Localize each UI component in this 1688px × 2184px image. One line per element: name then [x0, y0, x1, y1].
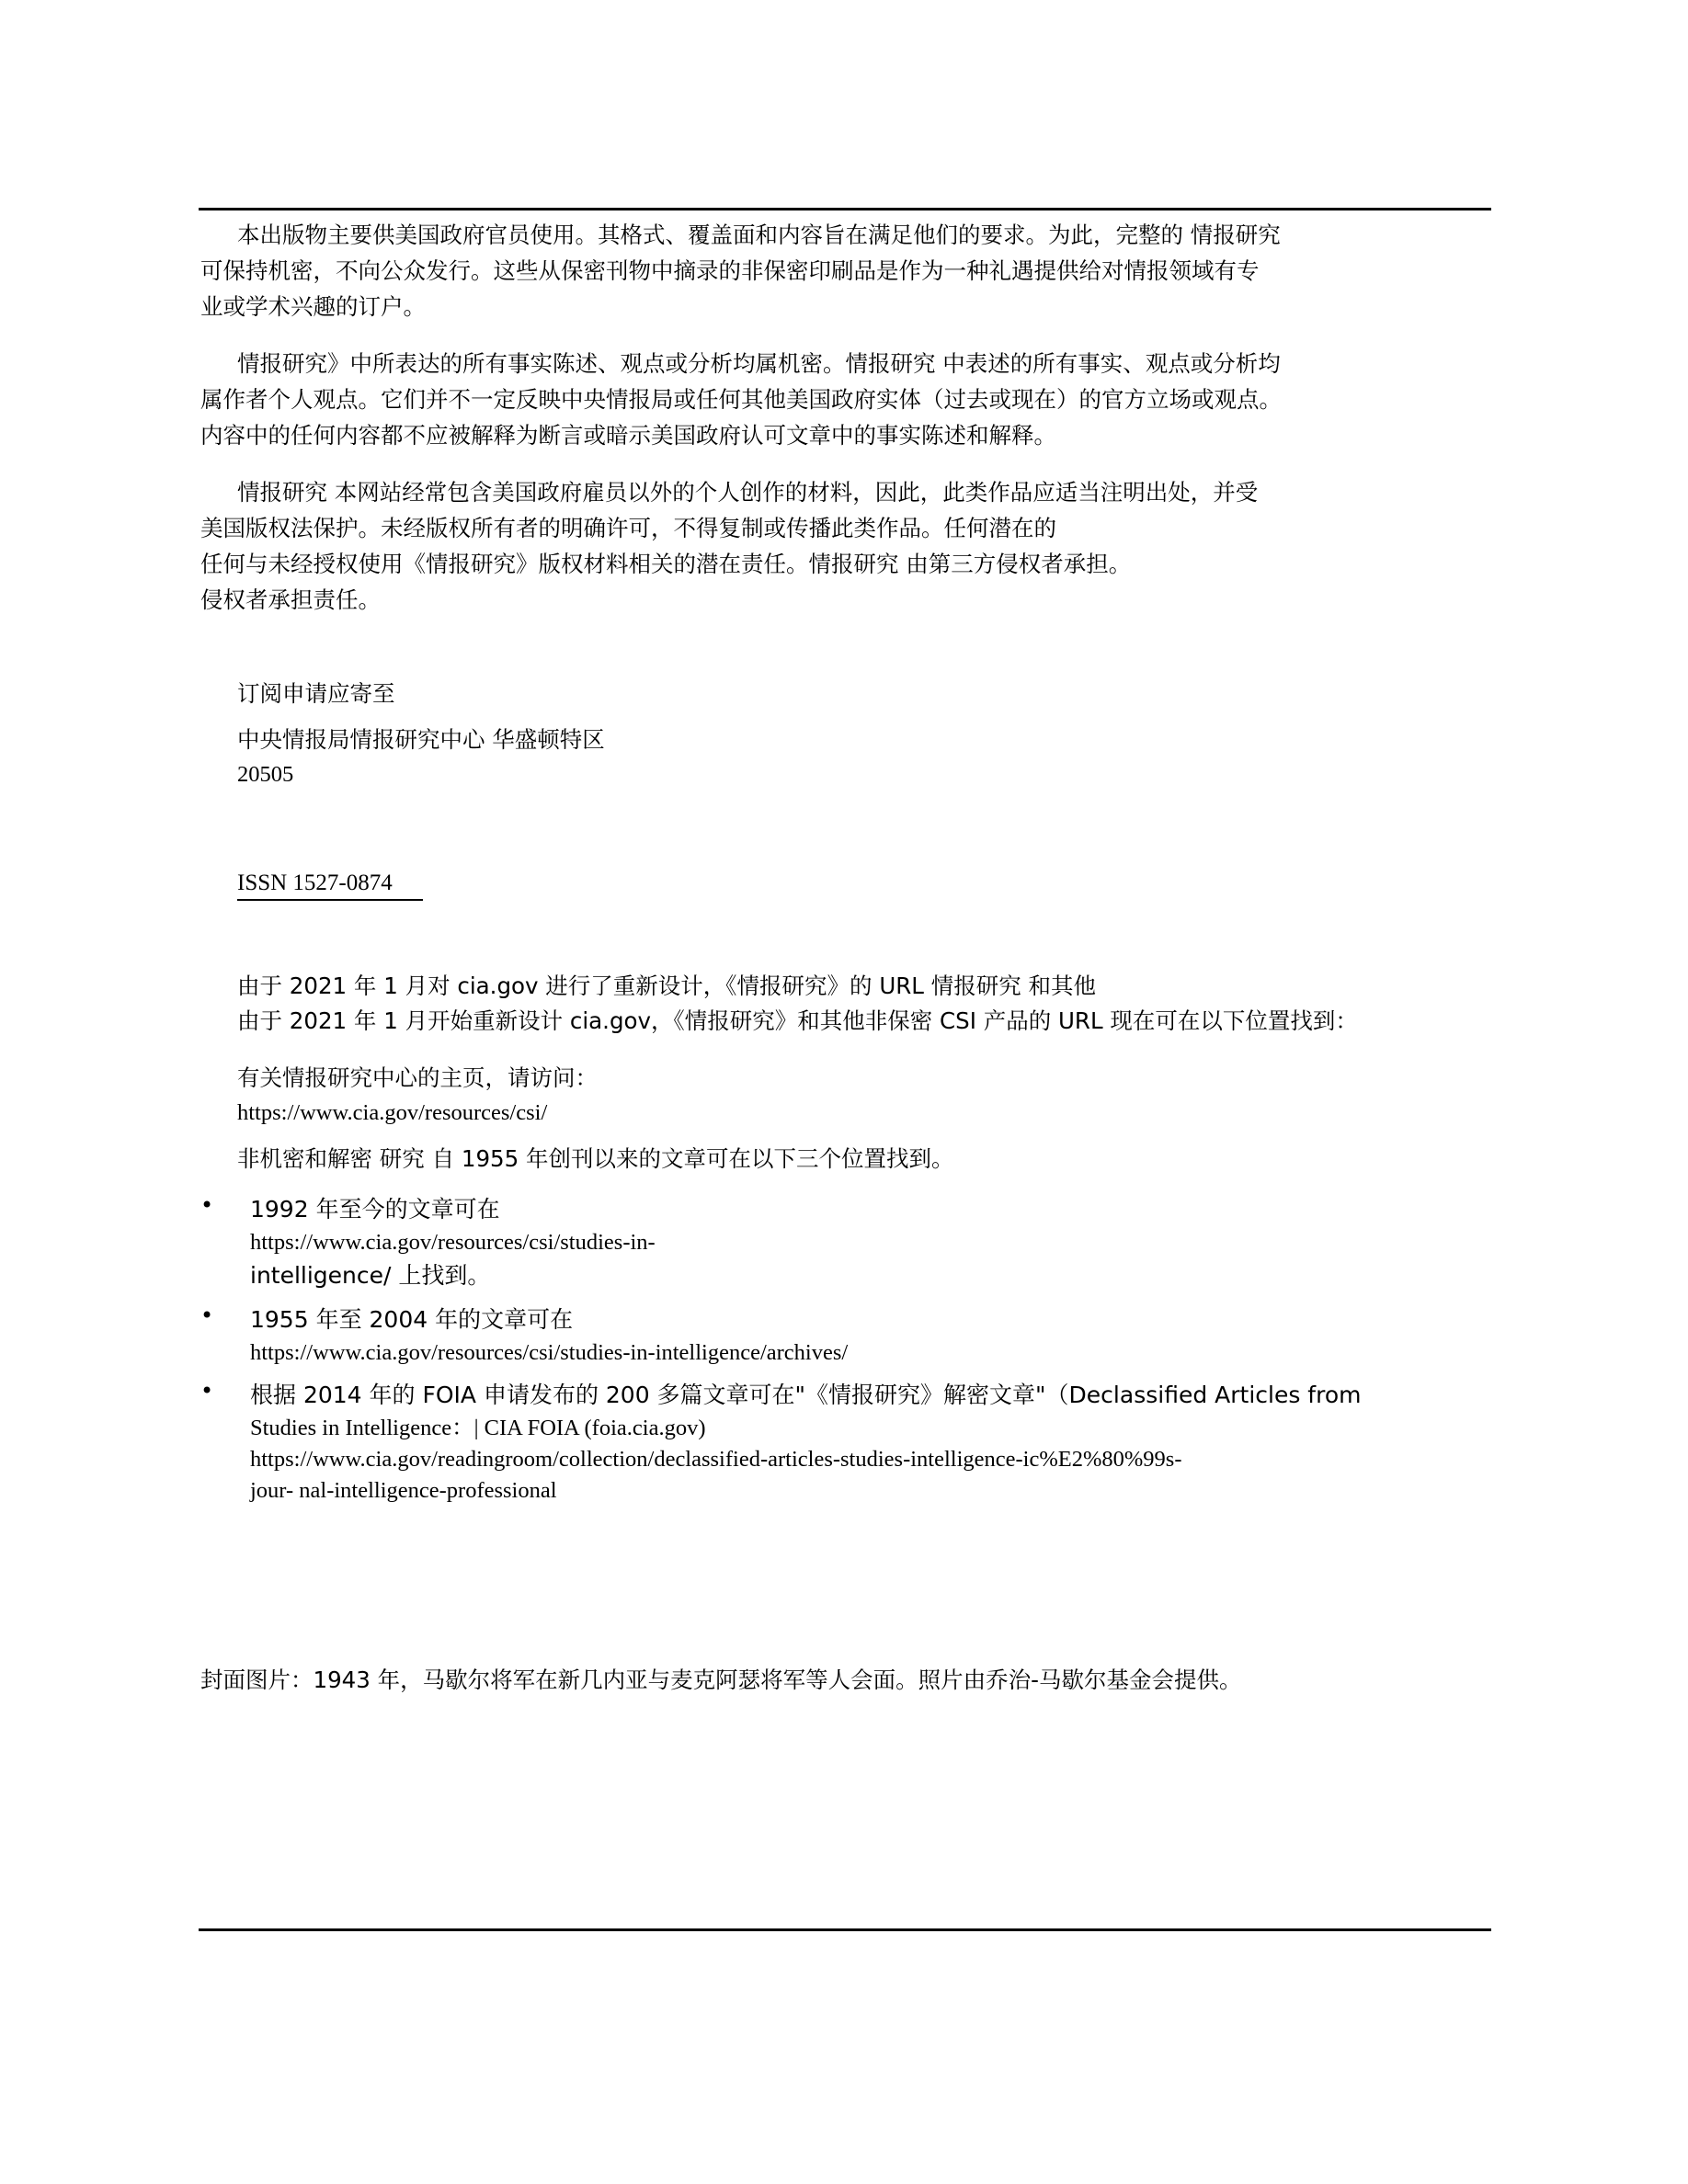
- text-line: 任何与未经授权使用《情报研究》版权材料相关的潜在责任。情报研究 由第三方侵权者承担。: [200, 551, 1132, 577]
- location-heading: 根据 2014 年的 FOIA 申请发布的 200 多篇文章可在"《情报研究》解密文章"（Declassified Articles from: [250, 1382, 1362, 1408]
- text-line: 非机密和解密 研究 自 1955 年创刊以来的文章可在以下三个位置找到。: [237, 1145, 954, 1172]
- location-url-link[interactable]: https://www.cia.gov/readingroom/collection/declassified-articles-studies-intelligence-ic%E2%80%99s-: [250, 1447, 1182, 1472]
- text-line: 情报研究》中所表达的所有事实陈述、观点或分析均属机密。情报研究 中表述的所有事实、观点或分析均: [237, 350, 1281, 377]
- bottom-rule: [199, 1928, 1491, 1931]
- location-url-link[interactable]: jour- nal-intelligence-professional: [250, 1478, 557, 1503]
- list-item: [199, 1378, 1504, 1507]
- location-url-link[interactable]: intelligence/ 上找到。: [250, 1262, 491, 1289]
- location-heading: 1955 年至 2004 年的文章可在: [250, 1306, 574, 1333]
- text-line: 情报研究 本网站经常包含美国政府雇员以外的个人创作的材料，因此，此类作品应适当注明出处，并受: [237, 479, 1259, 506]
- subscription-label: 订阅申请应寄至: [237, 680, 395, 707]
- text-line: 美国版权法保护。未经版权所有者的明确许可，不得复制或传播此类作品。任何潜在的: [200, 515, 1056, 541]
- location-source: Studies in Intelligence：| CIA FOIA (foia.cia.gov): [250, 1416, 706, 1440]
- location-heading: 1992 年至今的文章可在: [250, 1196, 500, 1223]
- text-line: 由于 2021 年 1 月对 cia.gov 进行了重新设计，《情报研究》的 URL 情报研究 和其他: [237, 973, 1096, 999]
- address-zip: 20505: [237, 762, 294, 787]
- cover-caption: 封面图片：1943 年，马歇尔将军在新几内亚与麦克阿瑟将军等人会面。照片由乔治-马歇尔基金会提供。: [200, 1666, 1242, 1693]
- address-org: 中央情报局情报研究中心 华盛顿特区: [237, 726, 605, 753]
- text-line: 属作者个人观点。它们并不一定反映中央情报局或任何其他美国政府实体（过去或现在）的官方立场或观点。: [200, 386, 1282, 413]
- locations-list: [199, 1192, 1504, 1516]
- location-url-link[interactable]: https://www.cia.gov/resources/csi/studies-in-intelligence/archives/: [250, 1340, 849, 1365]
- home-label: 有关情报研究中心的主页，请访问：: [237, 1064, 598, 1091]
- views-disclaimer-paragraph: [200, 346, 1488, 453]
- text-line: 内容中的任何内容都不应被解释为断言或暗示美国政府认可文章中的事实陈述和解释。: [200, 422, 1056, 449]
- subscription-address: [237, 677, 605, 792]
- issn-number: ISSN 1527-0874: [237, 868, 423, 901]
- top-rule: [199, 208, 1491, 210]
- csi-home: [237, 1061, 598, 1131]
- text-line: 可保持机密，不向公众发行。这些从保密刊物中摘录的非保密印刷品是作为一种礼遇提供给对情报领域有专: [200, 257, 1260, 284]
- distribution-paragraph: [200, 217, 1488, 324]
- text-line: 侵权者承担责任。: [200, 586, 381, 613]
- redesign-notice: [237, 969, 1358, 1039]
- text-line: 业或学术兴趣的订户。: [200, 293, 426, 320]
- copyright-paragraph: [200, 474, 1488, 618]
- list-item: [199, 1302, 1504, 1369]
- text-line: 由于 2021 年 1 月开始重新设计 cia.gov，《情报研究》和其他非保密 CSI 产品的 URL 现在可在以下位置找到：: [237, 1007, 1358, 1034]
- text-line: 本出版物主要供美国政府官员使用。其格式、覆盖面和内容旨在满足他们的要求。为此，完整的 情报研究: [237, 222, 1281, 248]
- location-url-link[interactable]: https://www.cia.gov/resources/csi/studies-in-: [250, 1230, 656, 1255]
- bullet-icon: •: [200, 1192, 214, 1218]
- bullet-icon: •: [200, 1302, 214, 1328]
- bullet-icon: •: [200, 1378, 214, 1404]
- list-item: [199, 1192, 1504, 1293]
- home-url-link[interactable]: https://www.cia.gov/resources/csi/: [237, 1100, 548, 1125]
- archive-intro: [237, 1142, 954, 1177]
